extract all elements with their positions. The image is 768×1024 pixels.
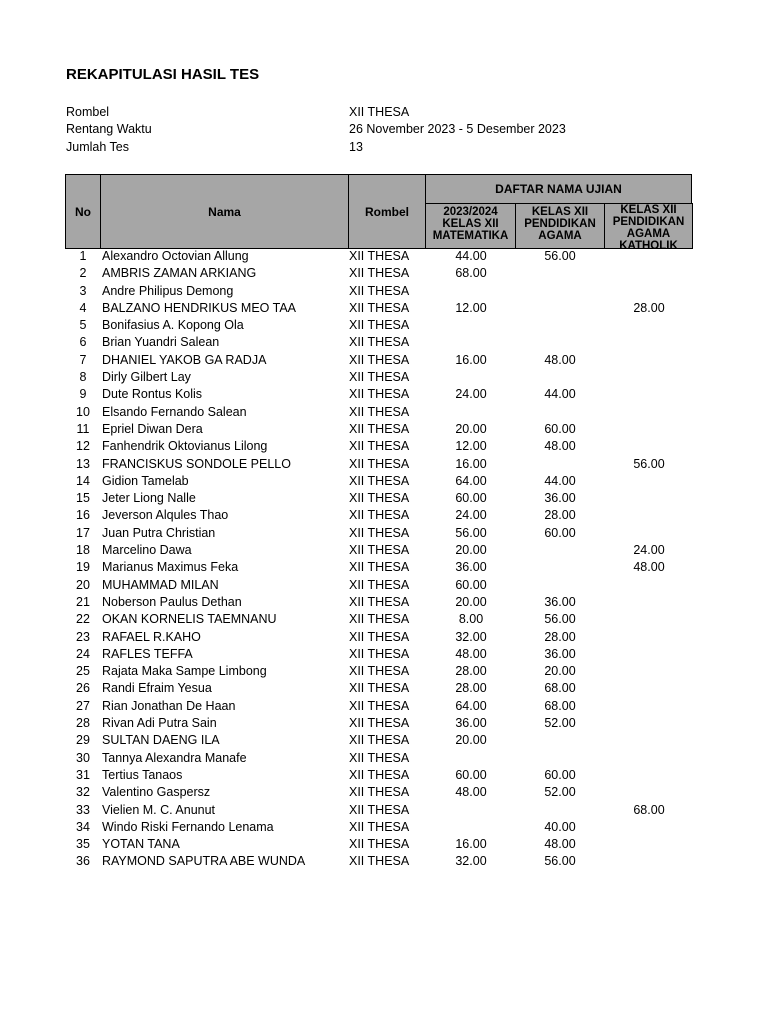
table-row (0, 663, 768, 680)
header-nama: Nama (100, 174, 349, 249)
cell-nama: RAFAEL R.KAHO (102, 629, 201, 644)
cell-score-pendidikan-agama: 56.00 (544, 854, 576, 869)
cell-rombel: XII THESA (349, 594, 410, 609)
page-title: REKAPITULASI HASIL TES (66, 66, 260, 83)
cell-no: 12 (76, 439, 90, 454)
info-value-rentang-waktu: 26 November 2023 - 5 Desember 2023 (349, 122, 566, 136)
cell-rombel: XII THESA (349, 266, 410, 281)
cell-score-pendidikan-agama: 52.00 (544, 785, 576, 800)
cell-score-matematika: 68.00 (455, 266, 487, 281)
cell-score-pendidikan-agama: 44.00 (544, 473, 576, 488)
info-value-jumlah-tes: 13 (349, 140, 363, 154)
cell-no: 6 (79, 335, 87, 350)
cell-nama: SULTAN DAENG ILA (102, 733, 220, 748)
cell-score-matematika: 48.00 (455, 646, 487, 661)
table-row (0, 836, 768, 853)
cell-nama: Jeverson Alqules Thao (102, 508, 229, 523)
cell-score-matematika: 44.00 (455, 249, 487, 263)
cell-rombel: XII THESA (349, 491, 410, 506)
cell-no: 30 (76, 750, 90, 765)
cell-score-agama-katholik: 24.00 (633, 543, 665, 558)
cell-nama: Valentino Gaspersz (102, 785, 211, 800)
table-row (0, 594, 768, 611)
header-no: No (65, 174, 101, 249)
cell-score-pendidikan-agama: 28.00 (544, 508, 576, 523)
table-row (0, 265, 768, 282)
cell-score-pendidikan-agama: 44.00 (544, 387, 576, 402)
table-row (0, 611, 768, 628)
cell-nama: OKAN KORNELIS TAEMNANU (102, 612, 277, 627)
cell-score-agama-katholik: 56.00 (633, 456, 665, 471)
cell-score-agama-katholik: 28.00 (633, 300, 665, 315)
cell-no: 16 (76, 508, 90, 523)
cell-rombel: XII THESA (349, 249, 410, 263)
cell-rombel: XII THESA (349, 560, 410, 575)
table-row (0, 404, 768, 421)
table-row (0, 732, 768, 749)
cell-score-matematika: 16.00 (455, 837, 487, 852)
cell-no: 9 (79, 387, 87, 402)
cell-score-matematika: 32.00 (455, 854, 487, 869)
cell-nama: Brian Yuandri Salean (102, 335, 220, 350)
info-label-rentang-waktu: Rentang Waktu (66, 122, 152, 136)
cell-score-matematika: 12.00 (455, 300, 487, 315)
cell-rombel: XII THESA (349, 283, 410, 298)
cell-no: 21 (76, 594, 90, 609)
cell-nama: Rajata Maka Sampe Limbong (102, 664, 267, 679)
cell-score-matematika: 64.00 (455, 473, 487, 488)
cell-score-matematika: 20.00 (455, 543, 487, 558)
table-row (0, 456, 768, 473)
cell-score-pendidikan-agama: 56.00 (544, 249, 576, 263)
cell-rombel: XII THESA (349, 335, 410, 350)
cell-no: 28 (76, 716, 90, 731)
cell-score-pendidikan-agama: 36.00 (544, 491, 576, 506)
cell-score-pendidikan-agama: 68.00 (544, 698, 576, 713)
cell-nama: Dute Rontus Kolis (102, 387, 203, 402)
cell-score-matematika: 8.00 (458, 612, 484, 627)
cell-rombel: XII THESA (349, 767, 410, 782)
cell-rombel: XII THESA (349, 750, 410, 765)
cell-rombel: XII THESA (349, 318, 410, 333)
table-row (0, 680, 768, 697)
cell-score-matematika: 48.00 (455, 785, 487, 800)
cell-nama: Bonifasius A. Kopong Ola (102, 318, 244, 333)
cell-rombel: XII THESA (349, 854, 410, 869)
cell-no: 22 (76, 612, 90, 627)
header-daftar-nama-ujian: DAFTAR NAMA UJIAN (425, 174, 692, 204)
cell-nama: MUHAMMAD MILAN (102, 577, 219, 592)
cell-score-matematika: 64.00 (455, 698, 487, 713)
cell-nama: Jeter Liong Nalle (102, 491, 196, 506)
cell-no: 25 (76, 664, 90, 679)
info-value-rombel: XII THESA (349, 105, 410, 119)
cell-score-matematika: 16.00 (455, 352, 487, 367)
table-row (0, 386, 768, 403)
cell-rombel: XII THESA (349, 612, 410, 627)
cell-no: 32 (76, 785, 90, 800)
cell-nama: RAYMOND SAPUTRA ABE WUNDA (102, 854, 306, 869)
cell-score-matematika: 28.00 (455, 681, 487, 696)
cell-rombel: XII THESA (349, 819, 410, 834)
cell-no: 3 (79, 283, 87, 298)
table-row (0, 421, 768, 438)
cell-no: 19 (76, 560, 90, 575)
cell-rombel: XII THESA (349, 698, 410, 713)
table-body (0, 248, 768, 871)
cell-no: 26 (76, 681, 90, 696)
cell-no: 20 (76, 577, 90, 592)
cell-rombel: XII THESA (349, 646, 410, 661)
cell-score-pendidikan-agama: 48.00 (544, 837, 576, 852)
cell-nama: Tannya Alexandra Manafe (102, 750, 247, 765)
table-row (0, 525, 768, 542)
cell-no: 1 (79, 249, 87, 263)
table-row (0, 577, 768, 594)
cell-no: 33 (76, 802, 90, 817)
cell-rombel: XII THESA (349, 473, 410, 488)
table-row (0, 853, 768, 870)
table-row (0, 542, 768, 559)
cell-nama: RAFLES TEFFA (102, 646, 193, 661)
cell-no: 36 (76, 854, 90, 869)
header-rombel: Rombel (348, 174, 426, 249)
cell-rombel: XII THESA (349, 421, 410, 436)
cell-score-matematika: 16.00 (455, 456, 487, 471)
cell-rombel: XII THESA (349, 837, 410, 852)
cell-nama: Elsando Fernando Salean (102, 404, 247, 419)
cell-nama: Windo Riski Fernando Lenama (102, 819, 274, 834)
cell-no: 8 (79, 370, 87, 385)
cell-no: 17 (76, 525, 90, 540)
table-row (0, 317, 768, 334)
header-exam-agama-katholik: KELAS XII PENDIDIKAN AGAMA KATHOLIK (604, 203, 693, 249)
cell-nama: Epriel Diwan Dera (102, 421, 203, 436)
cell-nama: Juan Putra Christian (102, 525, 216, 540)
table-row (0, 507, 768, 524)
cell-rombel: XII THESA (349, 439, 410, 454)
cell-score-pendidikan-agama: 52.00 (544, 716, 576, 731)
table-row (0, 767, 768, 784)
cell-nama: Marianus Maximus Feka (102, 560, 239, 575)
cell-score-pendidikan-agama: 28.00 (544, 629, 576, 644)
cell-no: 35 (76, 837, 90, 852)
cell-rombel: XII THESA (349, 716, 410, 731)
table-row (0, 802, 768, 819)
cell-no: 15 (76, 491, 90, 506)
cell-rombel: XII THESA (349, 387, 410, 402)
table-row (0, 784, 768, 801)
cell-score-pendidikan-agama: 36.00 (544, 594, 576, 609)
table-row (0, 819, 768, 836)
table-row (0, 698, 768, 715)
cell-score-matematika: 36.00 (455, 716, 487, 731)
cell-rombel: XII THESA (349, 300, 410, 315)
cell-no: 4 (79, 300, 87, 315)
cell-score-matematika: 60.00 (455, 491, 487, 506)
cell-rombel: XII THESA (349, 664, 410, 679)
cell-nama: Alexandro Octovian Allung (102, 249, 249, 263)
cell-score-pendidikan-agama: 48.00 (544, 439, 576, 454)
cell-score-pendidikan-agama: 40.00 (544, 819, 576, 834)
cell-score-matematika: 60.00 (455, 767, 487, 782)
cell-nama: Dirly Gilbert Lay (102, 370, 191, 385)
cell-no: 34 (76, 819, 90, 834)
cell-nama: Noberson Paulus Dethan (102, 594, 242, 609)
table-row (0, 334, 768, 351)
table-row (0, 283, 768, 300)
cell-no: 29 (76, 733, 90, 748)
cell-nama: FRANCISKUS SONDOLE PELLO (102, 456, 291, 471)
cell-rombel: XII THESA (349, 525, 410, 540)
cell-score-matematika: 20.00 (455, 733, 487, 748)
info-label-rombel: Rombel (66, 105, 110, 119)
cell-score-agama-katholik: 48.00 (633, 560, 665, 575)
cell-no: 31 (76, 767, 90, 782)
cell-no: 13 (76, 456, 90, 471)
cell-rombel: XII THESA (349, 785, 410, 800)
header-exam-matematika: 2023/2024 KELAS XII MATEMATIKA (425, 203, 516, 249)
table-row (0, 248, 768, 265)
cell-rombel: XII THESA (349, 681, 410, 696)
cell-nama: Fanhendrik Oktovianus Lilong (102, 439, 268, 454)
cell-rombel: XII THESA (349, 577, 410, 592)
cell-nama: Tertius Tanaos (102, 767, 183, 782)
cell-score-agama-katholik: 68.00 (633, 802, 665, 817)
cell-no: 10 (76, 404, 90, 419)
table-row (0, 750, 768, 767)
cell-nama: Marcelino Dawa (102, 543, 192, 558)
table-row (0, 490, 768, 507)
cell-rombel: XII THESA (349, 508, 410, 523)
cell-score-matematika: 24.00 (455, 387, 487, 402)
cell-no: 5 (79, 318, 87, 333)
cell-score-pendidikan-agama: 56.00 (544, 612, 576, 627)
cell-score-matematika: 60.00 (455, 577, 487, 592)
cell-no: 24 (76, 646, 90, 661)
cell-rombel: XII THESA (349, 802, 410, 817)
table-row (0, 715, 768, 732)
cell-rombel: XII THESA (349, 733, 410, 748)
cell-no: 2 (79, 266, 87, 281)
cell-nama: Rian Jonathan De Haan (102, 698, 236, 713)
cell-no: 18 (76, 543, 90, 558)
cell-no: 7 (79, 352, 87, 367)
table-row (0, 629, 768, 646)
info-label-jumlah-tes: Jumlah Tes (66, 140, 129, 154)
cell-no: 11 (76, 421, 90, 436)
cell-score-matematika: 36.00 (455, 560, 487, 575)
table-row (0, 438, 768, 455)
header-exam-pendidikan-agama: KELAS XII PENDIDIKAN AGAMA (515, 203, 605, 249)
cell-nama: Andre Philipus Demong (102, 283, 234, 298)
cell-rombel: XII THESA (349, 543, 410, 558)
table-row (0, 559, 768, 576)
cell-score-matematika: 12.00 (455, 439, 487, 454)
cell-nama: Gidion Tamelab (102, 473, 189, 488)
cell-nama: YOTAN TANA (102, 837, 180, 852)
cell-score-pendidikan-agama: 60.00 (544, 421, 576, 436)
cell-no: 27 (76, 698, 90, 713)
cell-score-pendidikan-agama: 36.00 (544, 646, 576, 661)
cell-score-pendidikan-agama: 68.00 (544, 681, 576, 696)
cell-score-matematika: 56.00 (455, 525, 487, 540)
cell-score-matematika: 20.00 (455, 594, 487, 609)
cell-score-matematika: 28.00 (455, 664, 487, 679)
cell-score-pendidikan-agama: 60.00 (544, 767, 576, 782)
cell-nama: DHANIEL YAKOB GA RADJA (102, 352, 267, 367)
cell-no: 23 (76, 629, 90, 644)
cell-score-matematika: 32.00 (455, 629, 487, 644)
cell-score-pendidikan-agama: 60.00 (544, 525, 576, 540)
cell-nama: Vielien M. C. Anunut (102, 802, 216, 817)
table-row (0, 473, 768, 490)
cell-nama: Rivan Adi Putra Sain (102, 716, 217, 731)
cell-rombel: XII THESA (349, 456, 410, 471)
cell-nama: Randi Efraim Yesua (102, 681, 212, 696)
cell-score-matematika: 20.00 (455, 421, 487, 436)
cell-rombel: XII THESA (349, 629, 410, 644)
cell-rombel: XII THESA (349, 370, 410, 385)
cell-score-matematika: 24.00 (455, 508, 487, 523)
table-row (0, 300, 768, 317)
table-row (0, 646, 768, 663)
cell-no: 14 (76, 473, 90, 488)
cell-score-pendidikan-agama: 48.00 (544, 352, 576, 367)
cell-rombel: XII THESA (349, 352, 410, 367)
cell-rombel: XII THESA (349, 404, 410, 419)
table-row (0, 369, 768, 386)
cell-nama: BALZANO HENDRIKUS MEO TAA (102, 300, 297, 315)
cell-nama: AMBRIS ZAMAN ARKIANG (102, 266, 257, 281)
table-row (0, 352, 768, 369)
cell-score-pendidikan-agama: 20.00 (544, 664, 576, 679)
